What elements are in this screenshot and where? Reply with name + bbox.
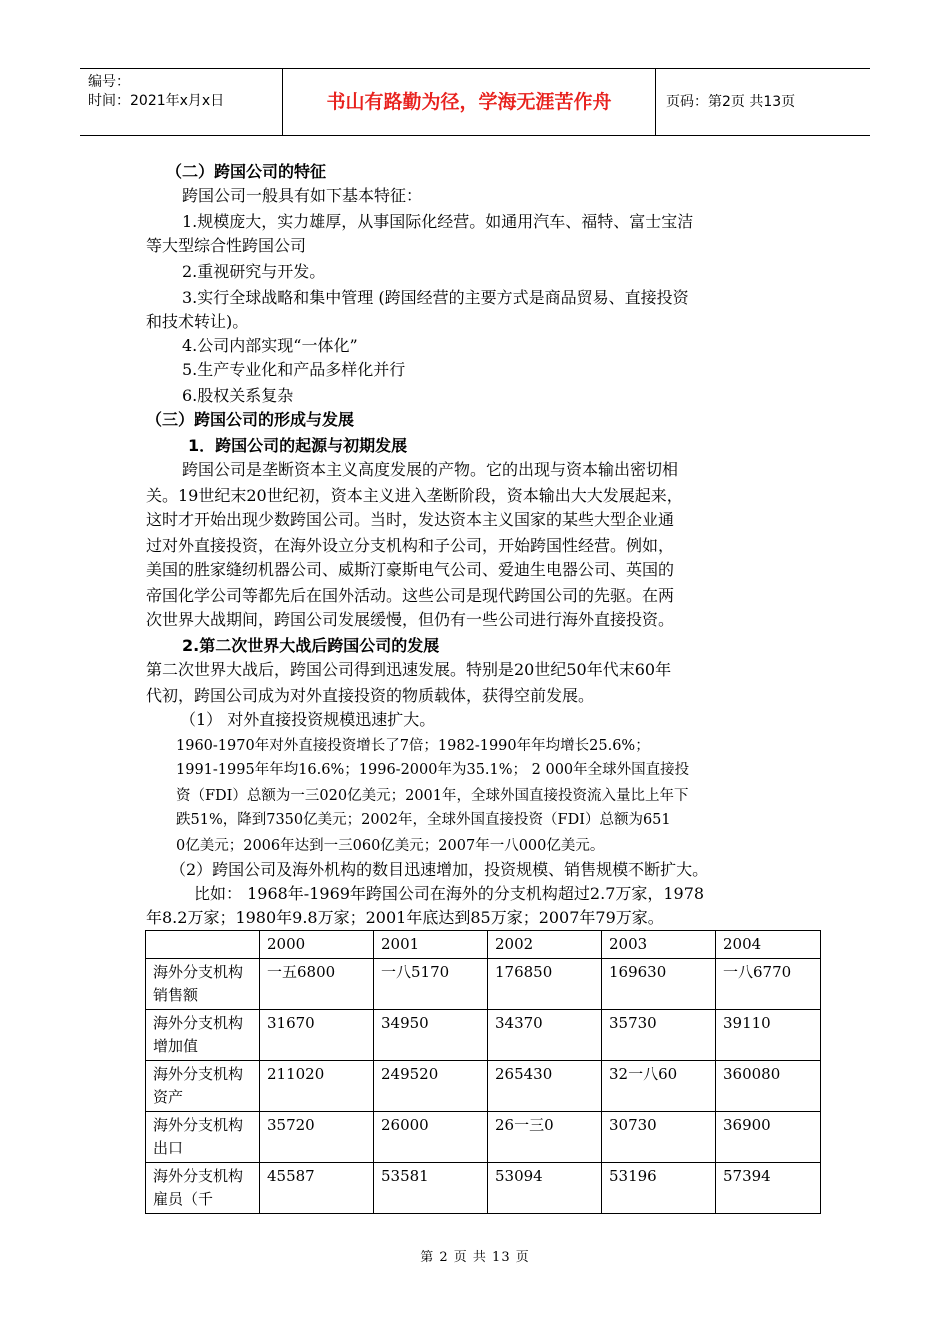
table-row xyxy=(146,1010,821,1061)
table-header-cell: 2004 xyxy=(716,931,821,959)
time-label: 时间：2021年x月x日 xyxy=(88,93,225,109)
page-footer: 第 2 页 共 13 页 xyxy=(420,1250,530,1265)
paragraph-line: 2.重视研究与开发。 xyxy=(182,262,326,281)
table-cell: 53196 xyxy=(602,1163,716,1214)
row-label: 海外分支机构销售额 xyxy=(146,959,260,1010)
paragraph-line: 第二次世界大战后，跨国公司得到迅速发展。特别是20世纪50年代末60年 xyxy=(146,660,672,679)
code-label: 编号： xyxy=(88,74,130,90)
table-cell: 34370 xyxy=(488,1010,602,1061)
table-cell: 360080 xyxy=(716,1061,821,1112)
table-cell: 一八6770 xyxy=(716,959,821,1010)
header-meta xyxy=(80,69,283,135)
table-header-cell: 2000 xyxy=(260,931,374,959)
table-cell: 32一八60 xyxy=(602,1061,716,1112)
table-cell: 30730 xyxy=(602,1112,716,1163)
table-header-cell xyxy=(146,931,260,959)
paragraph-line: 6.股权关系复杂 xyxy=(182,386,294,405)
section-heading: （三）跨国公司的形成与发展 xyxy=(146,410,355,429)
table-cell: 53581 xyxy=(374,1163,488,1214)
table-cell: 34950 xyxy=(374,1010,488,1061)
paragraph-line: 比如： 1968年-1969年跨国公司在海外的分支机构超过2.7万家，1978 xyxy=(194,884,705,903)
paragraph-line: 跨国公司是垄断资本主义高度发展的产物。它的出现与资本输出密切相 xyxy=(182,460,679,479)
paragraph-line: 3.实行全球战略和集中管理 (跨国经营的主要方式是商品贸易、直接投资 xyxy=(182,288,689,307)
subsection-heading: 1．跨国公司的起源与初期发展 xyxy=(188,436,408,455)
table-cell: 35720 xyxy=(260,1112,374,1163)
table-cell: 45587 xyxy=(260,1163,374,1214)
table-header-row xyxy=(146,931,821,959)
table-header-cell: 2001 xyxy=(374,931,488,959)
paragraph-line: 等大型综合性跨国公司 xyxy=(146,236,307,255)
row-label: 海外分支机构雇员（千 xyxy=(146,1163,260,1214)
paragraph-line: 帝国化学公司等都先后在国外活动。这些公司是现代跨国公司的先驱。在两 xyxy=(146,586,675,605)
section-heading: （二）跨国公司的特征 xyxy=(166,162,327,181)
paragraph-line: 0亿美元；2006年达到一三060亿美元；2007年一八000亿美元。 xyxy=(176,838,605,854)
paragraph-line: 跨国公司一般具有如下基本特征： xyxy=(182,186,423,205)
table-cell: 35730 xyxy=(602,1010,716,1061)
paragraph-line: 过对外直接投资，在海外设立分支机构和子公司，开始跨国性经营。例如， xyxy=(146,536,675,555)
paragraph-line: 5.生产专业化和产品多样化并行 xyxy=(182,360,406,379)
paragraph-line: 和技术转让)。 xyxy=(146,312,249,331)
table-header-cell: 2003 xyxy=(602,931,716,959)
table-cell: 一八5170 xyxy=(374,959,488,1010)
paragraph-line: 美国的胜家缝纫机器公司、威斯汀豪斯电气公司、爱迪生电器公司、英国的 xyxy=(146,560,675,579)
table-cell: 36900 xyxy=(716,1112,821,1163)
page-header xyxy=(80,68,870,136)
table-header-cell: 2002 xyxy=(488,931,602,959)
paragraph-line: 1991-1995年年均16.6%；1996-2000年为35.1%； 2 000年全球外国直接投 xyxy=(176,762,690,778)
paragraph-line: 代初，跨国公司成为对外直接投资的物质载体，获得空前发展。 xyxy=(146,686,595,705)
table-cell: 26000 xyxy=(374,1112,488,1163)
table-cell: 57394 xyxy=(716,1163,821,1214)
paragraph-line: 4.公司内部实现“一体化” xyxy=(182,336,358,355)
row-label: 海外分支机构出口 xyxy=(146,1112,260,1163)
paragraph-line: 1.规模庞大，实力雄厚，从事国际化经营。如通用汽车、福特、富士宝洁 xyxy=(182,212,694,231)
table-cell: 26一三0 xyxy=(488,1112,602,1163)
paragraph-line: 关。19世纪末20世纪初，资本主义进入垄断阶段，资本输出大大发展起来， xyxy=(146,486,683,505)
header-motto: 书山有路勤为径，学海无涯苦作舟 xyxy=(283,69,656,135)
row-label: 海外分支机构资产 xyxy=(146,1061,260,1112)
paragraph-line: （2）跨国公司及海外机构的数目迅速增加，投资规模、销售规模不断扩大。 xyxy=(170,860,709,879)
paragraph-line: 1960-1970年对外直接投资增长了7倍；1982-1990年年均增长25.6%； xyxy=(176,738,650,754)
table-cell: 169630 xyxy=(602,959,716,1010)
statistics-table xyxy=(145,930,821,1214)
table-cell: 39110 xyxy=(716,1010,821,1061)
table-row xyxy=(146,959,821,1010)
row-label: 海外分支机构增加值 xyxy=(146,1010,260,1061)
subsection-heading: 2.第二次世界大战后跨国公司的发展 xyxy=(182,636,440,655)
table-row xyxy=(146,1061,821,1112)
table-cell: 249520 xyxy=(374,1061,488,1112)
table-cell: 一五6800 xyxy=(260,959,374,1010)
header-page-info: 页码：第2页 共13页 xyxy=(666,94,796,110)
table-cell: 53094 xyxy=(488,1163,602,1214)
table-row xyxy=(146,1112,821,1163)
paragraph-line: 资（FDI）总额为一三020亿美元；2001年，全球外国直接投资流入量比上年下 xyxy=(176,788,689,804)
paragraph-line: 年8.2万家；1980年9.8万家；2001年底达到85万家；2007年79万家。 xyxy=(146,908,664,927)
paragraph-line: （1） 对外直接投资规模迅速扩大。 xyxy=(180,710,436,729)
table-cell: 265430 xyxy=(488,1061,602,1112)
paragraph-line: 这时才开始出现少数跨国公司。当时，发达资本主义国家的某些大型企业通 xyxy=(146,510,675,529)
table-cell: 31670 xyxy=(260,1010,374,1061)
table-cell: 211020 xyxy=(260,1061,374,1112)
table-row xyxy=(146,1163,821,1214)
paragraph-line: 次世界大战期间，跨国公司发展缓慢，但仍有一些公司进行海外直接投资。 xyxy=(146,610,675,629)
table-cell: 176850 xyxy=(488,959,602,1010)
paragraph-line: 跌51%，降到7350亿美元；2002年，全球外国直接投资（FDI）总额为651 xyxy=(176,812,671,828)
